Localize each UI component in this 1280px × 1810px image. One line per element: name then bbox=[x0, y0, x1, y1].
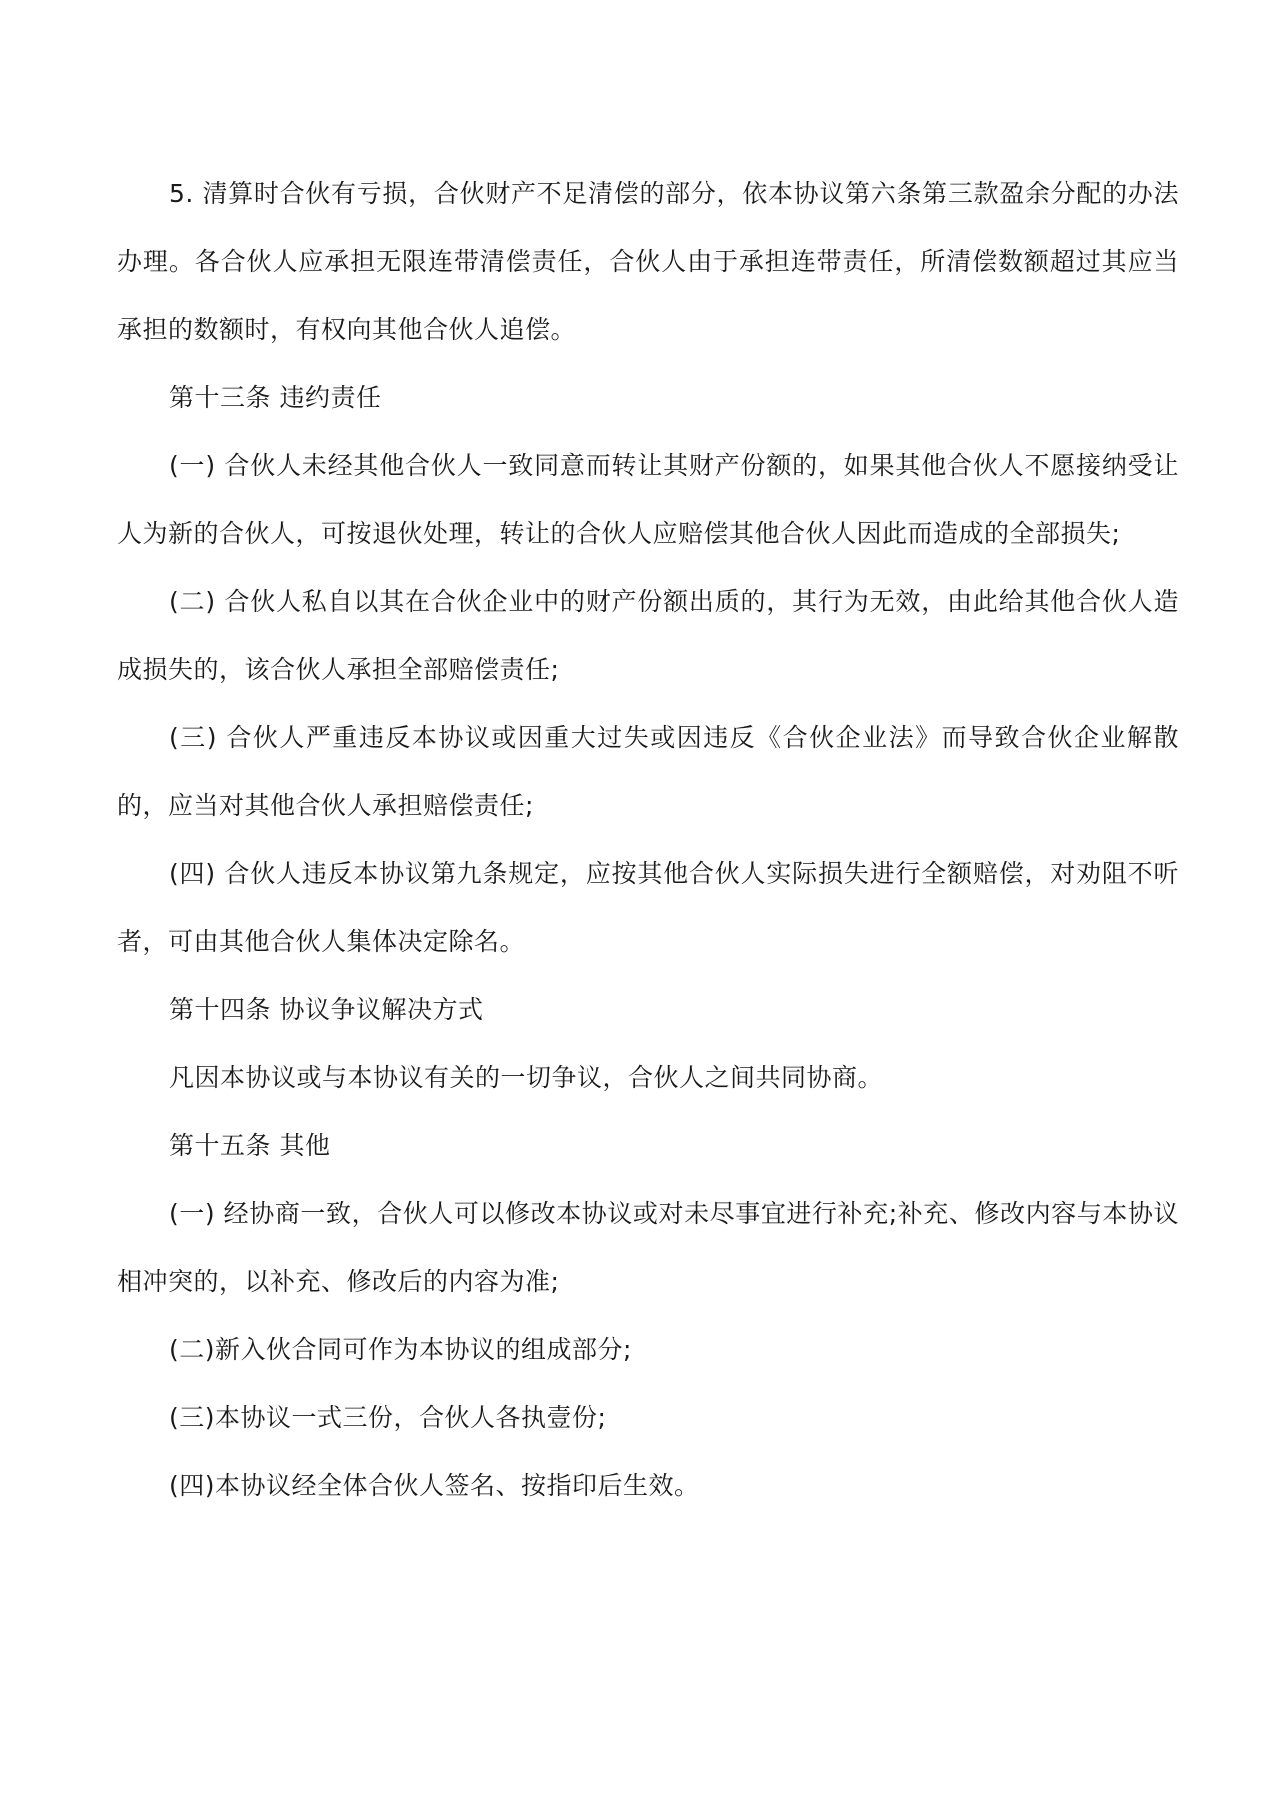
paragraph-article-15-item-4: (四)本协议经全体合伙人签名、按指印后生效。 bbox=[169, 1471, 700, 1500]
paragraph-article-13-item-2: (二) 合伙人私自以其在合伙企业中的财产份额出质的，其行为无效，由此给其他合伙人造成损失的，该合伙人承担全部赔偿责任; bbox=[117, 587, 1179, 684]
paragraph-article-15-item-1: (一) 经协商一致，合伙人可以修改本协议或对未尽事宜进行补充;补充、修改内容与本协议相冲突的，以补充、修改后的内容为准; bbox=[117, 1199, 1179, 1296]
paragraph-liquidation-loss: 5. 清算时合伙有亏损，合伙财产不足清偿的部分，依本协议第六条第三款盈余分配的办法办理。各合伙人应承担无限连带清偿责任，合伙人由于承担连带责任，所清偿数额超过其应当承担的数额时，有权向其他合伙人追偿。 bbox=[117, 179, 1179, 344]
paragraph-article-13-item-4: (四) 合伙人违反本协议第九条规定，应按其他合伙人实际损失进行全额赔偿，对劝阻不听者，可由其他合伙人集体决定除名。 bbox=[117, 859, 1179, 956]
paragraph-article-13-item-1: (一) 合伙人未经其他合伙人一致同意而转让其财产份额的，如果其他合伙人不愿接纳受让人为新的合伙人，可按退伙处理，转让的合伙人应赔偿其他合伙人因此而造成的全部损失; bbox=[117, 451, 1179, 548]
article-15-heading: 第十五条 其他 bbox=[169, 1131, 331, 1160]
paragraph-article-14-body: 凡因本协议或与本协议有关的一切争议，合伙人之间共同协商。 bbox=[169, 1063, 884, 1092]
paragraph-article-15-item-2: (二)新入伙合同可作为本协议的组成部分; bbox=[169, 1335, 632, 1364]
paragraph-article-15-item-3: (三)本协议一式三份，合伙人各执壹份; bbox=[169, 1403, 607, 1432]
paragraph-article-13-item-3: (三) 合伙人严重违反本协议或因重大过失或因违反《合伙企业法》而导致合伙企业解散的，应当对其他合伙人承担赔偿责任; bbox=[117, 723, 1179, 820]
article-14-heading: 第十四条 协议争议解决方式 bbox=[169, 995, 484, 1024]
document-body bbox=[117, 160, 1179, 1520]
article-13-heading: 第十三条 违约责任 bbox=[169, 383, 382, 412]
